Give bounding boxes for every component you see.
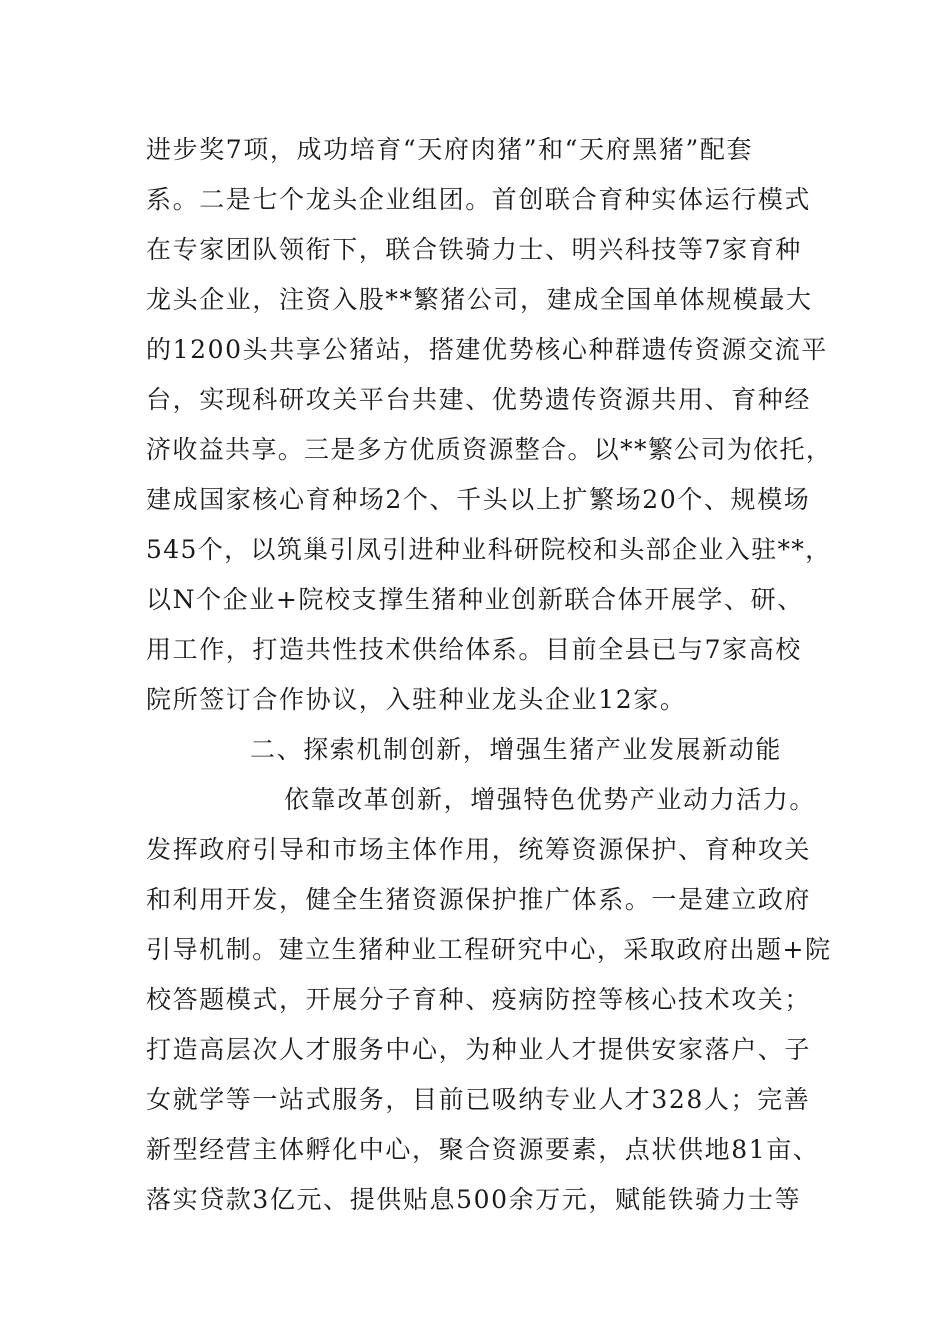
text-line: 进步奖7项，成功培育“天府肉猪”和“天府黑猪”配套 [146,135,754,164]
text-line: 新型经营主体孵化中心，聚合资源要素，点状供地81亩、 [146,1135,820,1164]
text-line: 建成国家核心育种场2个、千头以上扩繁场20个、规模场 [146,485,811,514]
text-line: 的1200头共享公猪站，搭建优势核心种群遗传资源交流平 [146,335,828,364]
text-line: 落实贷款3亿元、提供贴息500余万元，赋能铁骑力士等 [146,1185,802,1214]
text-line: 引导机制。建立生猪种业工程研究中心，采取政府出题+院 [146,935,832,964]
text-line: 院所签订合作协议，入驻种业龙头企业12家。 [146,685,687,714]
text-line: 以N个企业+院校支撑生猪种业创新联合体开展学、研、 [146,585,804,614]
text-line: 用工作，打造共性技术供给体系。目前全县已与7家高校 [146,635,802,664]
text-line: 发挥政府引导和市场主体作用，统筹资源保护、育种攻关 [146,835,812,864]
section-lead: 依靠改革创新，增强特色优势产业动力活力。 [284,785,817,814]
text-line: 台，实现科研攻关平台共建、优势遗传资源共用、育种经 [146,385,812,414]
text-line: 系。二是七个龙头企业组团。首创联合育种实体运行模式 [146,185,812,214]
text-line: 济收益共享。三是多方优质资源整合。以**繁公司为依托， [146,435,833,464]
text-line: 女就学等一站式服务，目前已吸纳专业人才328人；完善 [146,1085,811,1114]
text-line: 龙头企业，注资入股**繁猪公司，建成全国单体规模最大 [146,285,813,314]
section-heading: 二、探索机制创新，增强生猪产业发展新动能 [250,735,783,764]
text-line: 和利用开发，健全生猪资源保护推广体系。一是建立政府 [146,885,812,914]
text-line: 校答题模式，开展分子育种、疫病防控等核心技术攻关； [146,985,812,1014]
text-line: 在专家团队领衔下，联合铁骑力士、明兴科技等7家育种 [146,235,802,264]
text-line: 打造高层次人才服务中心，为种业人才提供安家落户、子 [146,1035,812,1064]
text-line: 545个，以筑巢引凤引进种业科研院校和头部企业入驻**， [146,535,832,564]
